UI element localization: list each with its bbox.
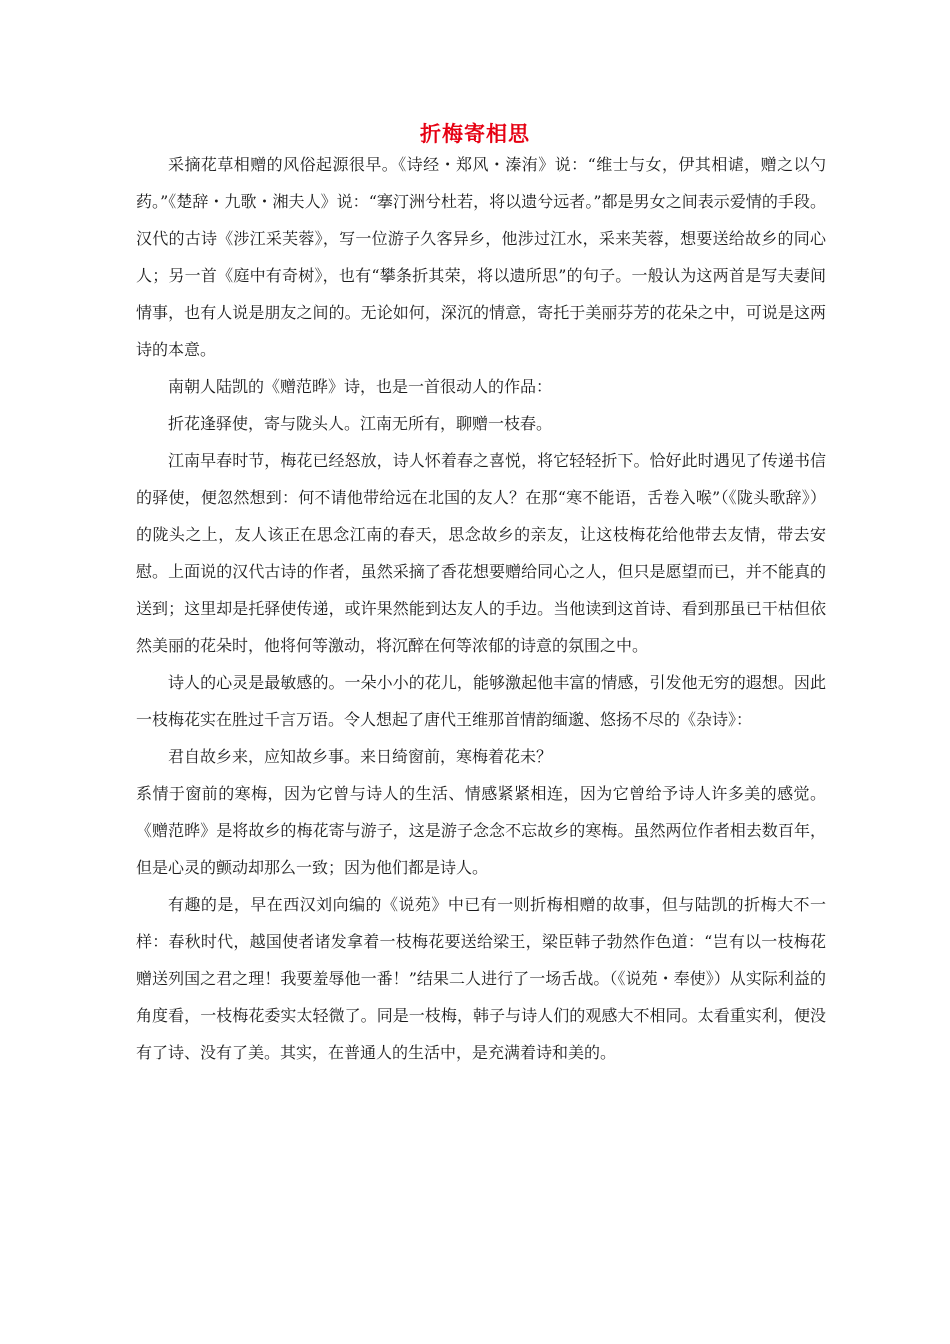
paragraph: 诗人的心灵是最敏感的。一朵小小的花儿，能够激起他丰富的情感，引发他无穷的遐想。因此一枝梅花实在胜过千言万语。令人想起了唐代王维那首情韵缅邈、悠扬不尽的《杂诗》：	[136, 673, 826, 729]
paragraph: 系情于窗前的寒梅，因为它曾与诗人的生活、情感紧紧相连，因为它曾给予诗人许多美的感觉。《赠范晔》是将故乡的梅花寄与游子，这是游子念念不忘故乡的寒梅。虽然两位作者相去数百年，但是心灵的颤动却那么一致；因为他们都是诗人。	[136, 784, 826, 877]
paragraph: 有趣的是，早在西汉刘向编的《说苑》中已有一则折梅相赠的故事，但与陆凯的折梅大不一样：春秋时代，越国使者诸发拿着一枝梅花要送给梁王，梁臣韩子勃然作色道：“岂有以一枝梅花赠送列国之君之理！我要羞辱他一番！”结果二人进行了一场舌战。（《说苑・奉使》）从实际利益的角度看，一枝梅花委实太轻微了。同是一枝梅，韩子与诗人们的观感大不相同。太看重实利，便没有了诗、没有了美。其实，在普通人的生活中，是充满着诗和美的。	[136, 895, 826, 1062]
poem-quote: 折花逢驿使，寄与陇头人。江南无所有，聊赠一枝春。	[168, 414, 553, 433]
document-title: 折梅寄相思	[420, 122, 530, 146]
paragraph: 江南早春时节，梅花已经怒放，诗人怀着春之喜悦，将它轻轻折下。恰好此时遇见了传递书信的驿使，便忽然想到：何不请他带给远在北国的友人？在那“寒不能语，舌卷入喉”（《陇头歌辞》）的陇头之上，友人该正在思念江南的春天，思念故乡的亲友，让这枝梅花给他带去友情，带去安慰。上面说的汉代古诗的作者，虽然采摘了香花想要赠给同心之人，但只是愿望而已，并不能真的送到；这里却是托驿使传递，或许果然能到达友人的手边。当他读到这首诗、看到那虽已干枯但依然美丽的花朵时，他将何等激动，将沉醉在何等浓郁的诗意的氛围之中。	[136, 451, 826, 655]
paragraph: 南朝人陆凯的《赠范晔》诗，也是一首很动人的作品：	[168, 377, 553, 396]
paragraph: 采摘花草相赠的风俗起源很早。《诗经・郑风・溱洧》说：“维士与女，伊其相谑，赠之以勺药。”《楚辞・九歌・湘夫人》说：“搴汀洲兮杜若，将以遗兮远者。”都是男女之间表示爱情的手段。汉代的古诗《涉江采芙蓉》，写一位游子久客异乡，他涉过江水，采来芙蓉，想要送给故乡的同心人；另一首《庭中有奇树》，也有“攀条折其荣，将以遗所思”的句子。一般认为这两首是写夫妻间情事，也有人说是朋友之间的。无论如何，深沉的情意，寄托于美丽芬芳的花朵之中，可说是这两诗的本意。	[136, 155, 826, 359]
document-body	[136, 146, 826, 1071]
poem-quote: 君自故乡来，应知故乡事。来日绮窗前，寒梅着花未？	[168, 747, 553, 766]
